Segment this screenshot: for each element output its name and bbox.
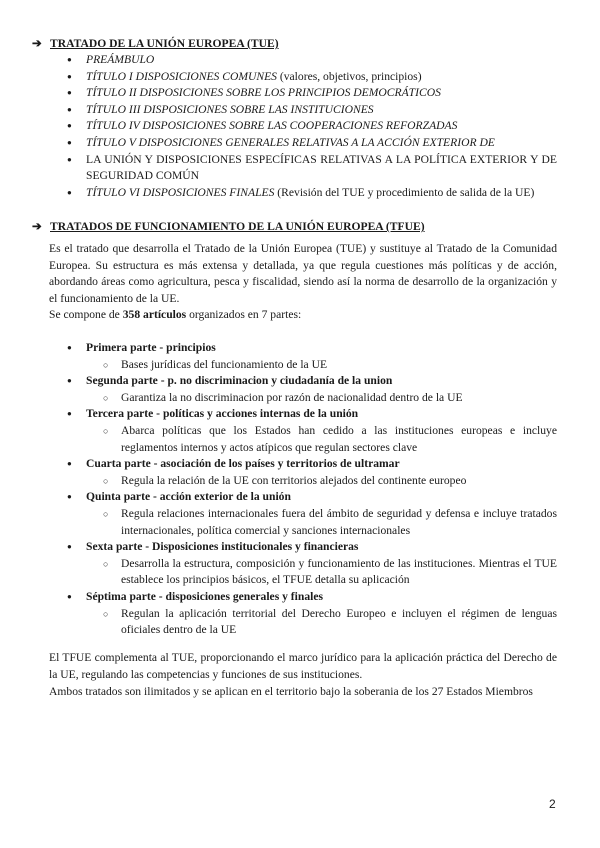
tfue-conclusion-1: El TFUE complementa al TUE, proporcionando el marco jurídico para la aplicación práctica del Derecho de la UE, regulando las competencias y funciones de sus instituciones.: [49, 651, 557, 681]
list-item: ● TÍTULO I DISPOSICIONES COMUNES (valores, objetivos, principios): [67, 69, 557, 86]
list-item: ● Segunda parte - p. no discriminacion y ciudadanía de la union ○ Garantiza la no discriminacion por razón de nacionalidad dentro de la UE: [67, 373, 557, 406]
tue-heading: [32, 36, 279, 53]
tfue-conclusion-2: Ambos tratados son ilimitados y se aplican en el territorio bajo la soberania de los 27 Estados Miembros: [49, 685, 533, 698]
list-subitem: ○ Regula relaciones internacionales fuera del ámbito de seguridad y defensa e incluye tratados internacionales, política comercial y sanciones internacionales: [86, 506, 557, 539]
list-subitem: ○ Regulan la aplicación territorial del Derecho Europeo e incluyen el régimen de lenguas oficiales dentro de la UE: [86, 606, 557, 639]
list-item: ● TÍTULO IV DISPOSICIONES SOBRE LAS COOPERACIONES REFORZADAS: [67, 118, 557, 135]
tfue-compose: Se compone de 358 artículos organizados en 7 partes:: [49, 308, 302, 321]
list-item: ● Quinta parte - acción exterior de la unión ○ Regula relaciones internacionales fuera del ámbito de seguridad y defensa e incluye tratados internacionales, política comercial y sanciones internacionales: [67, 489, 557, 539]
tue-heading-text: TRATADO DE LA UNIÓN EUROPEA (TUE): [50, 37, 279, 50]
list-item: ● TÍTULO II DISPOSICIONES SOBRE LOS PRINCIPIOS DEMOCRÁTICOS: [67, 85, 557, 102]
tfue-heading: [32, 219, 425, 236]
list-item: ● TÍTULO V DISPOSICIONES GENERALES RELATIVAS A LA ACCIÓN EXTERIOR DE: [67, 135, 557, 152]
list-item: ● TÍTULO III DISPOSICIONES SOBRE LAS INSTITUCIONES: [67, 102, 557, 119]
list-item: ● TÍTULO VI DISPOSICIONES FINALES (Revisión del TUE y procedimiento de salida de la UE): [67, 185, 557, 202]
list-subitem: ○ Abarca políticas que los Estados han cedido a las instituciones europeas e incluye reglamentos internos y actos atípicos que regulan sectores clave: [86, 423, 557, 456]
tfue-heading-text: TRATADOS DE FUNCIONAMIENTO DE LA UNIÓN EUROPEA (TFUE): [50, 220, 425, 233]
list-item: ● Sexta parte - Disposiciones institucionales y financieras ○ Desarrolla la estructura, composición y funcionamiento de las instituciones. Mientras el TUE establece los principios básicos, el TFUE detalla su aplicación: [67, 539, 557, 589]
tue-title-list: [67, 52, 557, 201]
tfue-parts-list: [67, 340, 557, 639]
arrow-icon: ➔: [32, 220, 42, 233]
list-item: ● Primera parte - principios ○ Bases jurídicas del funcionamiento de la UE: [67, 340, 557, 373]
list-subitem: ○ Garantiza la no discriminacion por razón de nacionalidad dentro de la UE: [86, 390, 557, 407]
list-item: ● Séptima parte - disposiciones generales y finales ○ Regulan la aplicación territorial del Derecho Europeo e incluyen el régimen de lenguas oficiales dentro de la UE: [67, 589, 557, 639]
arrow-icon: ➔: [32, 37, 42, 50]
list-item: ● LA UNIÓN Y DISPOSICIONES ESPECÍFICAS RELATIVAS A LA POLÍTICA EXTERIOR Y DE SEGURIDAD COMÚN: [67, 152, 557, 185]
list-item: ● Cuarta parte - asociación de los países y territorios de ultramar ○ Regula la relación de la UE con territorios alejados del continente europeo: [67, 456, 557, 489]
list-subitem: ○ Desarrolla la estructura, composición y funcionamiento de las instituciones. Mientras el TUE establece los principios básicos, el TFUE detalla su aplicación: [86, 556, 557, 589]
list-subitem: ○ Bases jurídicas del funcionamiento de la UE: [86, 357, 557, 374]
page-number: 2: [549, 797, 556, 811]
list-item: ● Tercera parte - políticas y acciones internas de la unión ○ Abarca políticas que los Estados han cedido a las instituciones europeas e incluye reglamentos internos y actos atípicos que regulan sectores clave: [67, 406, 557, 456]
list-subitem: ○ Regula la relación de la UE con territorios alejados del continente europeo: [86, 473, 557, 490]
tfue-intro: Es el tratado que desarrolla el Tratado de la Unión Europea (TUE) y sustituye al Tratado de la Comunidad Europea. Su estructura es más extensa y detallada, ya que regula cuestiones más políticas y de acción, abordando áreas como agricultura, pesca y fiscalidad, siendo así la norma de desarrollo de la organización y el funcionamiento de la UE.: [49, 242, 557, 305]
list-item: ● PREÁMBULO: [67, 52, 557, 69]
